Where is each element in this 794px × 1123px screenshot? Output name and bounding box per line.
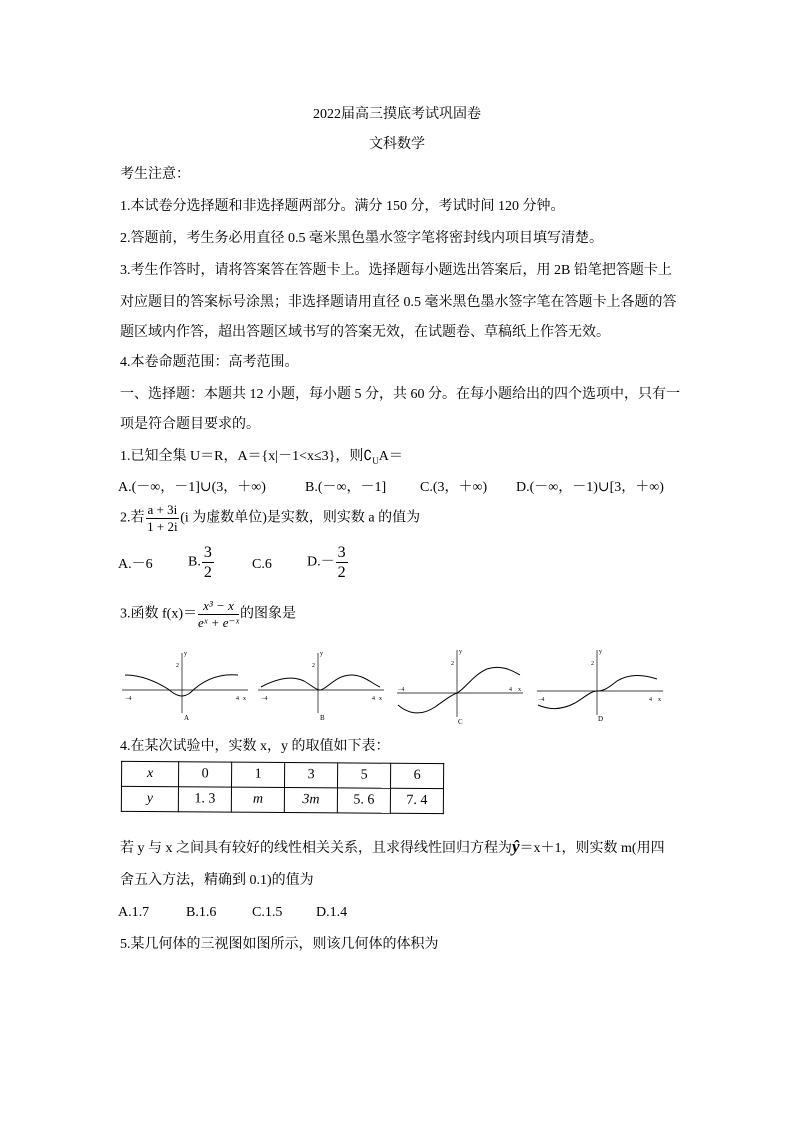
q3-graph-b-axis-x: x [379, 696, 382, 702]
exam-subject: 文科数学 [369, 137, 425, 152]
q3-prefix: 3.函数 f(x)＝ [120, 606, 197, 622]
q3-graph-c-axis-y: y [459, 649, 462, 655]
table-cell: 1 [232, 762, 285, 787]
q2-option-c: C.6 [252, 557, 272, 572]
q3-graph-b-tick-ytop: 2 [312, 663, 315, 669]
q4-option-b: B.1.6 [186, 905, 217, 920]
q3-graph-a-axis-y: y [184, 651, 187, 657]
q3-graph-d-tick-ytop: 2 [591, 661, 594, 667]
q2-option-d-prefix: D.－ [307, 554, 335, 570]
q1-stem [120, 448, 403, 470]
table-row-y [121, 786, 443, 813]
q3-graph-d-tick-xpos: 4 [649, 697, 652, 703]
q3-graph-d-label: D [598, 715, 604, 723]
q3-graph-b-tick-xpos: 4 [372, 696, 375, 702]
q2-prefix: 2.若 [120, 510, 145, 526]
q3-graph-c-tick-xneg: −4 [398, 687, 405, 693]
q2-option-b-denominator: 2 [203, 564, 212, 581]
table-cell: y [121, 786, 178, 811]
q2-option-b-numerator: 3 [203, 544, 212, 561]
q3-suffix: 的图象是 [240, 606, 297, 622]
table-cell: 6 [390, 763, 443, 788]
q1-stem-end: A＝ [378, 449, 403, 464]
q2-stem [120, 502, 420, 535]
q2-option-d-numerator: 3 [337, 544, 346, 561]
q4-condition-line2: 舍五入方法，精确到 0.1)的值为 [120, 873, 314, 888]
q3-graph-a-tick-xpos: 4 [236, 696, 239, 702]
q4-option-c: C.1.5 [252, 905, 283, 920]
notice-item-1: 1.本试卷分选择题和非选择题两部分。满分 150 分，考试时间 120 分钟。 [120, 199, 565, 214]
table-row-x [122, 761, 444, 788]
q4-data-table [121, 761, 444, 814]
notice-item-4: 4.本卷命题范围：高考范围。 [120, 355, 299, 370]
q3-graph-c-tick-ytop: 2 [451, 661, 454, 667]
section-intro-line1: 一、选择题：本题共 12 小题，每小题 5 分，共 60 分。在每小题给出的四个选项中，只有一 [120, 387, 680, 402]
q2-option-b-fraction [202, 543, 214, 582]
q3-graph-b-tick-xneg: −4 [261, 696, 268, 702]
q4-condition-text-b: ＝x＋1，则实数 m(用四 [519, 841, 665, 856]
q3-graph-d [535, 645, 665, 725]
q5-stem: 5.某几何体的三视图如图所示，则该几何体的体积为 [120, 937, 439, 952]
q2-fraction-denominator: 1 + 2i [147, 519, 178, 534]
q3-graph-d-axis-x: x [658, 697, 661, 703]
q3-graph-b-label: B [320, 714, 325, 722]
q3-stem [120, 598, 296, 631]
table-cell: m [231, 787, 284, 812]
q4-option-a: A.1.7 [118, 905, 150, 920]
table-cell: 7. 4 [390, 788, 443, 813]
q2-option-d-denominator: 2 [337, 564, 346, 581]
q3-graph-a-label: A [184, 714, 190, 722]
q3-graph-d-axis-y: y [599, 649, 602, 655]
q3-graph-c-axis-x: x [518, 687, 521, 693]
q1-complement-subscript: U [372, 455, 379, 466]
q2-fraction-numerator: a + 3i [147, 502, 178, 517]
notice-item-3-cont1: 对应题目的答案标号涂黑；非选择题请用直径 0.5 毫米黑色墨水签字笔在答题卡上各题的答 [120, 295, 677, 310]
q3-graph-c-label: C [458, 718, 463, 725]
q1-stem-text: 1.已知全集 U＝R，A＝{x|－1<x≤3}，则∁ [120, 449, 373, 464]
q2-option-b [188, 543, 215, 582]
q2-option-d-fraction [336, 543, 348, 582]
q3-fraction-numerator: x³ − x [198, 598, 239, 615]
q3-graph-a-tick-ytop: 2 [176, 663, 179, 669]
q2-option-b-prefix: B. [188, 554, 201, 570]
q3-graph-a [120, 645, 250, 725]
q2-option-a: A.－6 [118, 557, 153, 572]
q3-graph-c-tick-xpos: 4 [509, 687, 512, 693]
notice-heading: 考生注意： [120, 167, 190, 182]
q3-graph-c [395, 645, 525, 725]
q1-option-b: B.(－∞，－1] [305, 480, 387, 495]
q4-option-d: D.1.4 [316, 905, 348, 920]
q4-stem: 4.在某次试验中，实数 x，y 的取值如下表： [120, 739, 390, 754]
table-cell: 3 [284, 763, 337, 788]
notice-item-3: 3.考生作答时，请将答案答在答题卡上。选择题每小题选出答案后，用 2B 铅笔把答题卡上 [120, 263, 672, 278]
q3-graph-a-tick-xneg: −4 [125, 696, 132, 702]
table-cell: 3m [284, 788, 337, 813]
q3-graph-b-axis-y: y [320, 651, 323, 657]
q2-suffix: (i 为虚数单位)是实数，则实数 a 的值为 [180, 510, 421, 526]
q3-fraction-denominator: eˣ + e⁻ˣ [198, 615, 240, 630]
section-intro-line2: 项是符合题目要求的。 [120, 417, 260, 432]
notice-item-2: 2.答题前，考生务必用直径 0.5 毫米黑色墨水签字笔将密封线内项目填写清楚。 [120, 231, 603, 246]
q4-yhat: ŷ [512, 837, 520, 856]
q4-condition-line1 [120, 838, 665, 858]
q4-condition-text-a: 若 y 与 x 之间具有较好的线性相关关系，且求得线性回归方程为 [120, 841, 512, 856]
table-cell: 1. 3 [178, 787, 231, 812]
q1-option-d: D.(－∞，－1)∪[3，＋∞) [516, 480, 664, 495]
q2-option-d [307, 543, 349, 582]
q1-option-a: A.(－∞，－1]∪(3，＋∞) [118, 480, 266, 495]
q2-fraction [146, 502, 180, 535]
q1-option-c: C.(3，＋∞) [420, 480, 488, 495]
table-cell: 5 [337, 763, 390, 788]
table-cell: 0 [179, 762, 232, 787]
q3-fraction [198, 598, 239, 631]
table-cell: x [122, 761, 179, 786]
q3-graph-d-tick-xneg: −4 [538, 697, 545, 703]
notice-item-3-cont2: 题区域内作答，超出答题区域书写的答案无效，在试题卷、草稿纸上作答无效。 [120, 325, 610, 340]
exam-title: 2022届高三摸底考试巩固卷 [313, 107, 481, 122]
q3-graph-a-axis-x: x [243, 696, 246, 702]
table-cell: 5. 6 [337, 788, 390, 813]
q3-graph-b [256, 645, 386, 725]
